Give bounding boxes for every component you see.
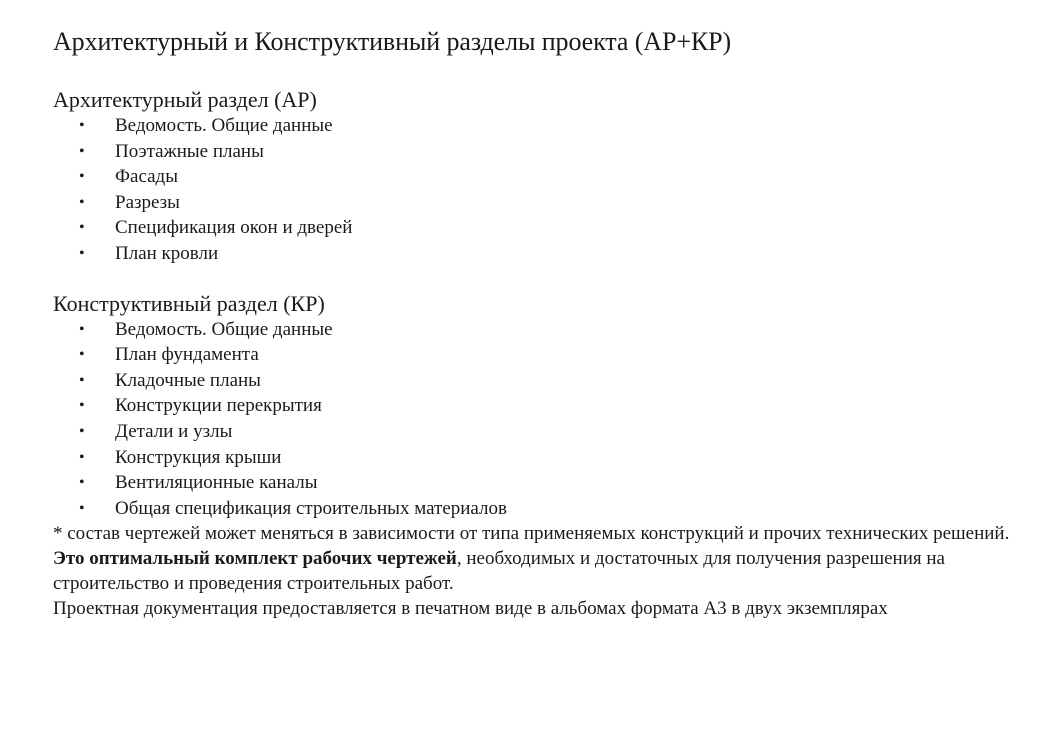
list-item-label: Ведомость. Общие данные xyxy=(115,318,333,340)
bullet-icon: • xyxy=(79,422,85,440)
document-title: Архитектурный и Конструктивный разделы проекта (АР+КР) xyxy=(53,27,732,56)
list-item-label: План кровли xyxy=(115,242,219,264)
section-ar xyxy=(53,87,1033,267)
section-kr xyxy=(53,291,1033,522)
optimal-set-paragraph xyxy=(53,546,1033,596)
list-item xyxy=(53,190,1033,216)
bullet-icon: • xyxy=(79,244,85,262)
list-item xyxy=(53,393,1033,419)
list-item-label: Вентиляционные каналы xyxy=(115,472,318,494)
bullet-icon: • xyxy=(79,219,85,237)
list-item xyxy=(53,419,1033,445)
list-item xyxy=(53,241,1033,267)
list-item-label: Фасады xyxy=(115,166,178,188)
optimal-set-text: , необходимых и достаточных для получения разрешения на строительство и проведения строительных работ. xyxy=(53,548,945,595)
bullet-icon: • xyxy=(79,499,85,517)
list-item-label: Кладочные планы xyxy=(115,369,261,391)
list-item-label: Общая спецификация строительных материалов xyxy=(115,497,507,519)
list-item-label: План фундамента xyxy=(115,344,259,366)
list-kr xyxy=(53,317,1033,522)
delivery-note: Проектная документация предоставляется в печатном виде в альбомах формата А3 в двух экземплярах xyxy=(53,598,888,620)
optimal-set-emphasis: Это оптимальный комплект рабочих чертежей xyxy=(53,548,457,570)
list-item xyxy=(53,317,1033,343)
bullet-icon: • xyxy=(79,397,85,415)
list-item xyxy=(53,139,1033,165)
list-item xyxy=(53,470,1033,496)
list-item-label: Детали и узлы xyxy=(115,420,233,442)
list-item xyxy=(53,368,1033,394)
list-item xyxy=(53,496,1033,522)
list-item-label: Ведомость. Общие данные xyxy=(115,115,333,136)
list-item xyxy=(53,445,1033,471)
list-item-label: Конструкции перекрытия xyxy=(115,395,322,417)
list-item xyxy=(53,113,1033,139)
section-heading-ar: Архитектурный раздел (АР) xyxy=(53,87,317,112)
bullet-icon: • xyxy=(79,474,85,492)
bullet-icon: • xyxy=(79,320,85,338)
list-item-label: Разрезы xyxy=(115,191,180,213)
list-item xyxy=(53,342,1033,368)
document-page xyxy=(53,26,1033,621)
list-item-label: Поэтажные планы xyxy=(115,140,264,162)
bullet-icon: • xyxy=(79,193,85,211)
list-item-label: Спецификация окон и дверей xyxy=(115,217,353,239)
list-item xyxy=(53,164,1033,190)
bullet-icon: • xyxy=(79,117,85,134)
section-heading-kr: Конструктивный раздел (КР) xyxy=(53,290,325,316)
bullet-icon: • xyxy=(79,142,85,160)
bullet-icon: • xyxy=(79,448,85,466)
list-item-label: Конструкция крыши xyxy=(115,446,282,468)
bullet-icon: • xyxy=(79,371,85,389)
bullet-icon: • xyxy=(79,168,85,186)
list-ar xyxy=(53,113,1033,267)
bullet-icon: • xyxy=(79,346,85,364)
list-item xyxy=(53,215,1033,241)
footnote: * состав чертежей может меняться в зависимости от типа применяемых конструкций и прочих технических решений. xyxy=(53,523,1010,545)
